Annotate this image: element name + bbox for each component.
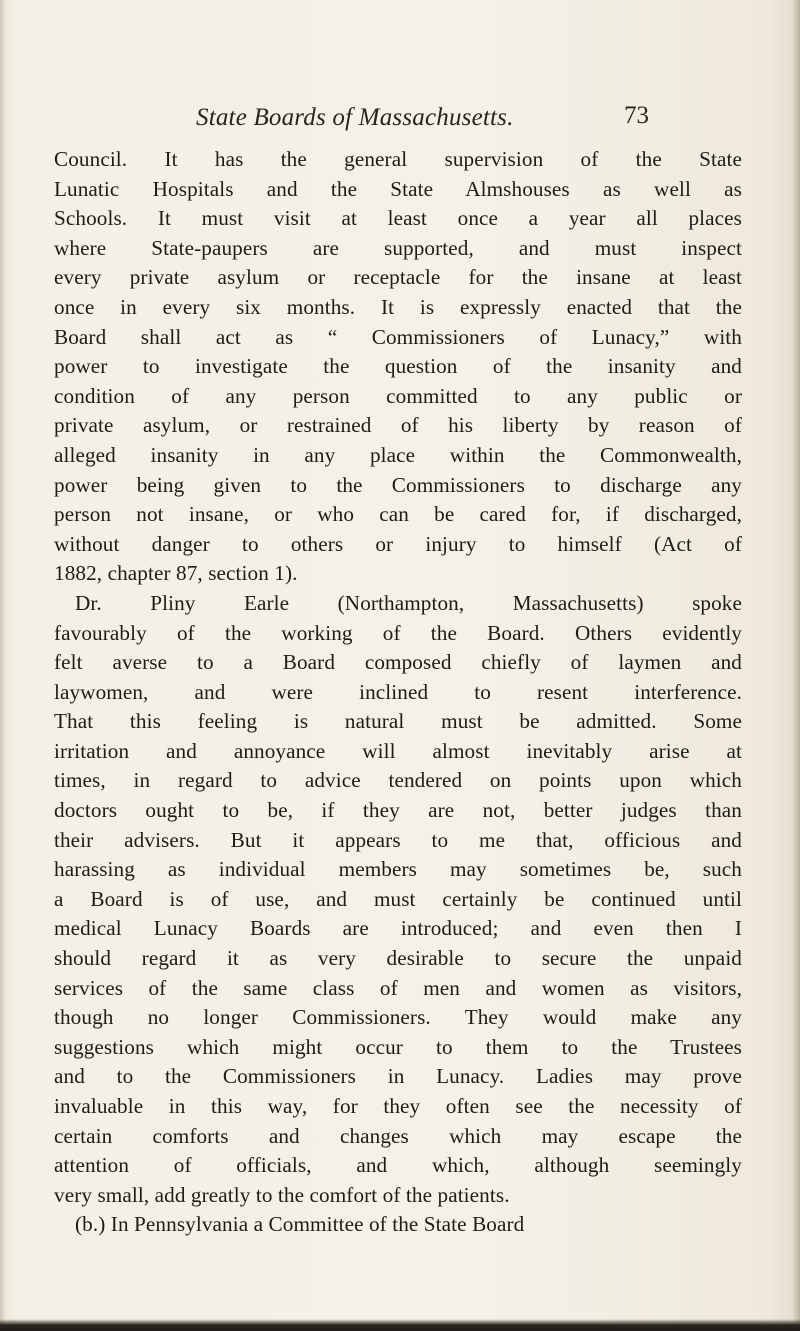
text-line: Schools. It must visit at least once a year all places — [54, 206, 742, 231]
text-line: Council. It has the general supervision of the State — [54, 147, 742, 171]
text-line: and to the Commissioners in Lunacy. Ladies may prove — [54, 1064, 742, 1089]
text-line: every private asylum or receptacle for the insane at least — [54, 265, 742, 290]
text-line: times, in regard to advice tendered on points upon which — [54, 768, 742, 793]
text-line: irritation and annoyance will almost inevitably arise at — [54, 738, 742, 763]
page-header — [0, 104, 800, 138]
text-line: without danger to others or injury to himself (Act of — [54, 531, 742, 556]
text-line: certain comforts and changes which may escape the — [54, 1123, 742, 1148]
page-number: 73 — [624, 102, 649, 129]
text-line: attention of officials, and which, although seemingly — [54, 1153, 742, 1178]
text-line: Board shall act as “ Commissioners of Lunacy,” with — [54, 324, 742, 349]
text-line: That this feeling is natural must be admitted. Some — [54, 709, 742, 734]
text-line: private asylum, or restrained of his liberty by reason of — [54, 413, 742, 438]
text-line: condition of any person committed to any public or — [54, 383, 742, 408]
page-right-edge-shadow — [792, 0, 800, 1331]
text-line: favourably of the working of the Board. Others evidently — [54, 620, 742, 645]
page-bottom-edge — [0, 1319, 800, 1331]
text-line: a Board is of use, and must certainly be continued until — [54, 886, 742, 911]
text-line: (b.) In Pennsylvania a Committee of the State Board — [75, 1212, 525, 1237]
text-line: 1882, chapter 87, section 1). — [54, 561, 298, 586]
text-line: power being given to the Commissioners to discharge any — [54, 472, 742, 497]
text-line: doctors ought to be, if they are not, better judges than — [54, 798, 742, 823]
text-line: suggestions which might occur to them to the Trustees — [54, 1034, 742, 1059]
running-head: State Boards of Massachusetts. — [196, 104, 514, 131]
text-line: their advisers. But it appears to me that, officious and — [54, 827, 742, 852]
text-line: Lunatic Hospitals and the State Almshouses as well as — [54, 176, 742, 201]
text-line: person not insane, or who can be cared for, if discharged, — [54, 502, 742, 527]
text-line: alleged insanity in any place within the Commonwealth, — [54, 442, 742, 467]
text-line: power to investigate the question of the insanity and — [54, 354, 742, 379]
text-line: medical Lunacy Boards are introduced; and even then I — [54, 916, 742, 941]
text-line: harassing as individual members may sometimes be, such — [54, 857, 742, 882]
text-line: invaluable in this way, for they often see the necessity of — [54, 1094, 742, 1118]
body-text — [54, 145, 742, 1240]
text-line: services of the same class of men and women as visitors, — [54, 975, 742, 1000]
page-left-edge-shadow — [0, 0, 6, 1331]
text-line: once in every six months. It is expressly enacted that the — [54, 294, 742, 319]
text-line: though no longer Commissioners. They would make any — [54, 1005, 742, 1030]
text-line: where State-paupers are supported, and must inspect — [54, 235, 742, 260]
text-line: very small, add greatly to the comfort of the patients. — [54, 1182, 510, 1207]
text-line: laywomen, and were inclined to resent interference. — [54, 679, 742, 704]
text-line: felt averse to a Board composed chiefly of laymen and — [54, 650, 742, 675]
text-line: Dr. Pliny Earle (Northampton, Massachusetts) spoke — [75, 590, 742, 615]
text-line: should regard it as very desirable to secure the unpaid — [54, 946, 742, 971]
